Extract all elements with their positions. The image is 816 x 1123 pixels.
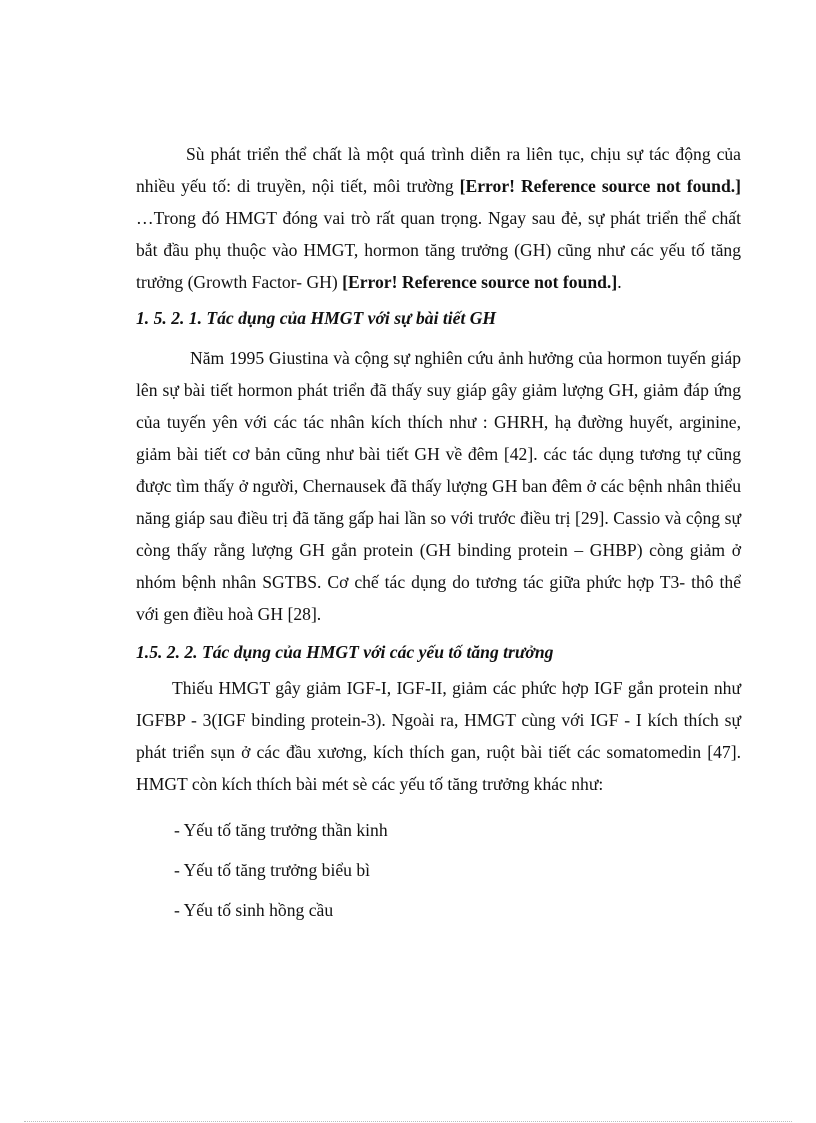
paragraph-text: …Trong đó HMGT đóng vai trò rất quan trọng. Ngay sau đẻ, sự phát triển thể chất bắt đầu phụ thuộc vào HMGT, hormon tăng trưởng (GH) cũng như các yếu tố tăng trưởng (Growth Factor- GH) xyxy=(136,208,741,292)
section-heading: 1.5. 2. 2. Tác dụng của HMGT với các yếu tố tăng trưởng xyxy=(136,642,554,662)
reference-error: [Error! Reference source not found.] xyxy=(459,176,741,196)
paragraph-growth-factors: Thiếu HMGT gây giảm IGF-I, IGF-II, giảm các phức hợp IGF gắn protein như IGFBP - 3(IGF binding protein-3). Ngoài ra, HMGT cùng với IGF - I kích thích sự phát triển sụn ở các đầu xương, kích thích gan, ruột bài tiết các somatomedin [47]. HMGT còn kích thích bài mét sè các yếu tố tăng trưởng khác như: xyxy=(136,678,741,794)
page-bottom-divider xyxy=(24,1121,792,1122)
document-body xyxy=(136,138,741,930)
list-item: - Yếu tố tăng trưởng thần kinh xyxy=(174,820,388,840)
reference-error: [Error! Reference source not found.] xyxy=(342,272,618,292)
list-item: - Yếu tố tăng trưởng biểu bì xyxy=(174,860,371,880)
section-heading: 1. 5. 2. 1. Tác dụng của HMGT với sự bài tiết GH xyxy=(136,308,497,328)
paragraph-text: Sù phát triển thể chất là một quá trình diễn ra liên tục, chịu sự tác động của nhiều yếu tố: di truyền, nội tiết, môi trường xyxy=(136,144,741,196)
paragraph-intro xyxy=(136,138,741,298)
paragraph-gh-secretion: Năm 1995 Giustina và cộng sự nghiên cứu ảnh hưởng của hormon tuyến giáp lên sự bài tiết hormon phát triển đã thấy suy giáp gây giảm lượng GH, giảm đáp ứng của tuyến yên với các tác nhân kích thích như : GHRH, hạ đường huyết, arginine, giảm bài tiết cơ bản cũng như bài tiết GH về đêm [42]. các tác dụng tương tự cũng được tìm thấy ở người, Chernausek đã thấy lượng GH ban đêm ở các bệnh nhân thiểu năng giáp sau điều trị đã tăng gấp hai lần so với trước điều trị [29]. Cassio và cộng sự còng thấy rằng lượng GH gắn protein (GH binding protein – GHBP) còng giảm ở nhóm bệnh nhân SGTBS. Cơ chế tác dụng do tương tác giữa phức hợp T3- thô thể với gen điều hoà GH [28]. xyxy=(136,348,741,624)
paragraph-text: . xyxy=(617,272,622,292)
list-item: - Yếu tố sinh hồng cầu xyxy=(174,900,334,920)
